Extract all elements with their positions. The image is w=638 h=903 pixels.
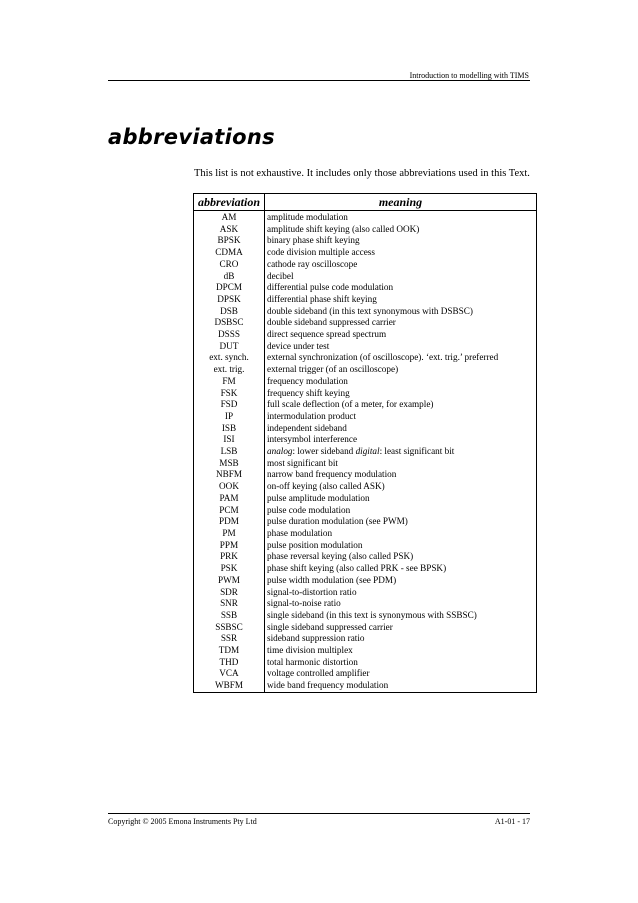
table-row — [194, 540, 537, 552]
meaning-cell: signal-to-noise ratio — [265, 598, 537, 610]
abbreviation-cell: AM — [194, 211, 265, 224]
abbreviation-cell: PWM — [194, 575, 265, 587]
abbreviation-cell: PPM — [194, 540, 265, 552]
meaning-cell: frequency shift keying — [265, 388, 537, 400]
table-row — [194, 598, 537, 610]
meaning-cell: wide band frequency modulation — [265, 680, 537, 692]
meaning-cell: most significant bit — [265, 458, 537, 470]
abbreviation-cell: SDR — [194, 587, 265, 599]
table-row — [194, 259, 537, 271]
table-row — [194, 633, 537, 645]
abbreviation-cell: IP — [194, 411, 265, 423]
table-row — [194, 668, 537, 680]
meaning-cell: phase modulation — [265, 528, 537, 540]
table-row — [194, 610, 537, 622]
table-row — [194, 622, 537, 634]
table-row — [194, 388, 537, 400]
meaning-cell: phase reversal keying (also called PSK) — [265, 551, 537, 563]
abbreviation-cell: TDM — [194, 645, 265, 657]
meaning-cell: intermodulation product — [265, 411, 537, 423]
table-row — [194, 645, 537, 657]
abbreviation-cell: SSR — [194, 633, 265, 645]
meaning-cell: direct sequence spread spectrum — [265, 329, 537, 341]
meaning-cell: pulse position modulation — [265, 540, 537, 552]
abbreviation-cell: FSK — [194, 388, 265, 400]
abbreviation-cell: BPSK — [194, 235, 265, 247]
header-rule — [108, 80, 530, 81]
abbreviation-cell: ASK — [194, 224, 265, 236]
meaning-cell: frequency modulation — [265, 376, 537, 388]
footer-page-number: A1-01 - 17 — [494, 817, 530, 826]
table-row — [194, 587, 537, 599]
abbreviation-cell: THD — [194, 657, 265, 669]
meaning-cell: pulse duration modulation (see PWM) — [265, 516, 537, 528]
meaning-cell: narrow band frequency modulation — [265, 469, 537, 481]
abbreviation-cell: ISI — [194, 434, 265, 446]
table-row — [194, 657, 537, 669]
meaning-cell: total harmonic distortion — [265, 657, 537, 669]
table-row — [194, 505, 537, 517]
table-row — [194, 458, 537, 470]
abbreviation-cell: WBFM — [194, 680, 265, 692]
meaning-segment: analog — [267, 446, 293, 457]
meaning-cell: single sideband suppressed carrier — [265, 622, 537, 634]
table-row — [194, 211, 537, 224]
table-row — [194, 481, 537, 493]
abbreviation-cell: DPSK — [194, 294, 265, 306]
table-row — [194, 575, 537, 587]
table-row — [194, 271, 537, 283]
meaning-segment: : least significant bit — [379, 446, 455, 457]
table-row — [194, 317, 537, 329]
table-row — [194, 235, 537, 247]
abbreviation-cell: PSK — [194, 563, 265, 575]
meaning-cell: external trigger (of an oscilloscope) — [265, 364, 537, 376]
meaning-cell: code division multiple access — [265, 247, 537, 259]
meaning-cell: differential phase shift keying — [265, 294, 537, 306]
abbreviation-cell: ext. synch. — [194, 352, 265, 364]
table-row — [194, 247, 537, 259]
meaning-cell: double sideband suppressed carrier — [265, 317, 537, 329]
abbreviation-cell: SSBSC — [194, 622, 265, 634]
table-row — [194, 224, 537, 236]
table-row — [194, 516, 537, 528]
abbreviation-cell: FSD — [194, 399, 265, 411]
running-header: Introduction to modelling with TIMS — [409, 71, 529, 80]
meaning-cell: amplitude modulation — [265, 211, 537, 224]
table-row — [194, 563, 537, 575]
table-row — [194, 282, 537, 294]
abbreviation-cell: MSB — [194, 458, 265, 470]
meaning-cell: intersymbol interference — [265, 434, 537, 446]
table-row — [194, 680, 537, 692]
meaning-cell: sideband suppression ratio — [265, 633, 537, 645]
section-title: abbreviations — [108, 125, 275, 149]
abbreviation-cell: PAM — [194, 493, 265, 505]
footer-rule — [108, 813, 530, 814]
abbreviation-cell: LSB — [194, 446, 265, 458]
abbreviation-cell: SSB — [194, 610, 265, 622]
table-row — [194, 399, 537, 411]
meaning-cell: cathode ray oscilloscope — [265, 259, 537, 271]
table-row — [194, 341, 537, 353]
abbreviation-cell: DSB — [194, 306, 265, 318]
abbreviations-table — [193, 193, 537, 693]
abbreviation-cell: SNR — [194, 598, 265, 610]
abbreviation-cell: DSSS — [194, 329, 265, 341]
table-row — [194, 551, 537, 563]
abbreviation-cell: PRK — [194, 551, 265, 563]
meaning-cell: single sideband (in this text is synonymous with SSBSC) — [265, 610, 537, 622]
abbreviation-cell: DUT — [194, 341, 265, 353]
meaning-cell: full scale deflection (of a meter, for example) — [265, 399, 537, 411]
table-row — [194, 469, 537, 481]
table-header-row — [194, 194, 537, 211]
table-row — [194, 411, 537, 423]
table-row — [194, 528, 537, 540]
meaning-segment: : lower sideband — [292, 446, 356, 457]
abbreviation-cell: VCA — [194, 668, 265, 680]
abbreviation-cell: PM — [194, 528, 265, 540]
meaning-cell: pulse width modulation (see PDM) — [265, 575, 537, 587]
abbreviation-cell: CDMA — [194, 247, 265, 259]
table-row — [194, 352, 537, 364]
meaning-segment: digital — [355, 446, 380, 457]
meaning-cell: voltage controlled amplifier — [265, 668, 537, 680]
meaning-cell: amplitude shift keying (also called OOK) — [265, 224, 537, 236]
meaning-cell — [265, 446, 537, 458]
table-row — [194, 306, 537, 318]
meaning-cell: external synchronization (of oscilloscope). ‘ext. trig.’ preferred — [265, 352, 537, 364]
abbreviation-cell: PCM — [194, 505, 265, 517]
abbreviation-cell: PDM — [194, 516, 265, 528]
table-row — [194, 434, 537, 446]
table-row — [194, 294, 537, 306]
abbreviation-cell: OOK — [194, 481, 265, 493]
meaning-cell: double sideband (in this text synonymous with DSBSC) — [265, 306, 537, 318]
meaning-cell: on-off keying (also called ASK) — [265, 481, 537, 493]
abbreviation-cell: ext. trig. — [194, 364, 265, 376]
meaning-cell: decibel — [265, 271, 537, 283]
meaning-cell: phase shift keying (also called PRK - see BPSK) — [265, 563, 537, 575]
meaning-cell: signal-to-distortion ratio — [265, 587, 537, 599]
abbreviation-cell: DSBSC — [194, 317, 265, 329]
meaning-cell: differential pulse code modulation — [265, 282, 537, 294]
footer-copyright: Copyright © 2005 Emona Instruments Pty Ltd — [108, 817, 257, 826]
table-row — [194, 329, 537, 341]
column-header-abbreviation: abbreviation — [194, 194, 265, 211]
meaning-cell: pulse amplitude modulation — [265, 493, 537, 505]
abbreviation-cell: DPCM — [194, 282, 265, 294]
meaning-cell: device under test — [265, 341, 537, 353]
table-row — [194, 493, 537, 505]
table-row — [194, 446, 537, 458]
table-row — [194, 423, 537, 435]
column-header-meaning: meaning — [265, 194, 537, 211]
abbreviation-cell: CRO — [194, 259, 265, 271]
table-row — [194, 376, 537, 388]
abbreviation-cell: NBFM — [194, 469, 265, 481]
abbreviation-cell: ISB — [194, 423, 265, 435]
meaning-cell: independent sideband — [265, 423, 537, 435]
abbreviation-cell: dB — [194, 271, 265, 283]
meaning-cell: time division multiplex — [265, 645, 537, 657]
table-body — [194, 211, 537, 693]
table-row — [194, 364, 537, 376]
abbreviation-cell: FM — [194, 376, 265, 388]
intro-paragraph: This list is not exhaustive. It includes only those abbreviations used in this Text. — [194, 168, 530, 179]
meaning-cell: binary phase shift keying — [265, 235, 537, 247]
meaning-cell: pulse code modulation — [265, 505, 537, 517]
